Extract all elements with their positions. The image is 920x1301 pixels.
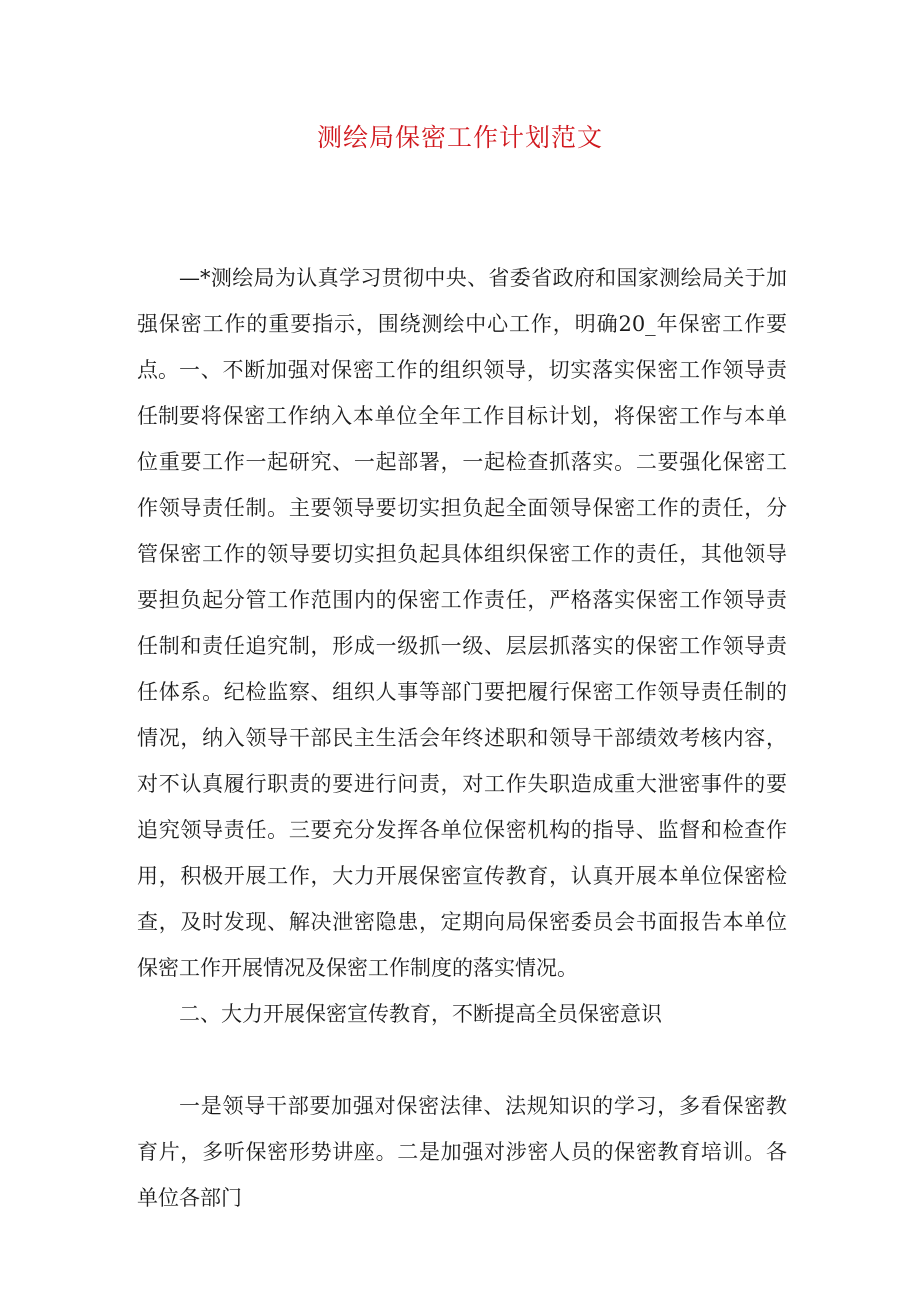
paragraph-intro: —*测绘局为认真学习贯彻中央、省委省政府和国家测绘局关于加强保密工作的重要指示，围绕测绘中心工作，明确20_年保密工作要点。 [137, 266, 787, 382]
document-title: 测绘局保密工作计划范文 [316, 123, 603, 152]
section-heading-2: 二、大力开展保密宣传教育，不断提高全员保密意识 [179, 1002, 662, 1026]
paragraph-section-1: 要将保密工作纳入本单位全年工作目标计划，将保密工作与本单位重要工作一起研究、一起部署，一起检查抓落实。二要强化保密工作领导责任制。主要领导要切实担负起全面领导保密工作的责任，分管保密工作的领导要切实担负起具体组织保密工作的责任，其他领导要担负起分管工作范围内的保密工作责任，严格落实保密工作领导责任制和责任追究制，形成一级抓一级、层层抓落实的保密工作领导责任体系。纪检监察、组织人事等部门要把履行保密工作领导责任制的情况，纳入领导干部民主生活会年终述职和领导干部绩效考核内容，对不认真履行职责的要进行问责，对工作失职造成重大泄密事件的要追究领导责任。三要充分发挥各单位保密机构的指导、监督和检查作用，积极开展工作，大力开展保密宣传教育，认真开展本单位保密检查，及时发现、解决泄密隐患，定期向局保密委员会书面报告本单位保密工作开展情况及保密工作制度的落实情况。 [137, 404, 787, 980]
section-heading-1: 一、不断加强对保密工作的组织领导，切实落实保密工作领导责任制 [137, 358, 787, 428]
paragraph-section-2: 一是领导干部要加强对保密法律、法规知识的学习，多看保密教育片，多听保密形势讲座。二是加强对涉密人员的保密教育培训。各单位各部门 [137, 1094, 787, 1210]
